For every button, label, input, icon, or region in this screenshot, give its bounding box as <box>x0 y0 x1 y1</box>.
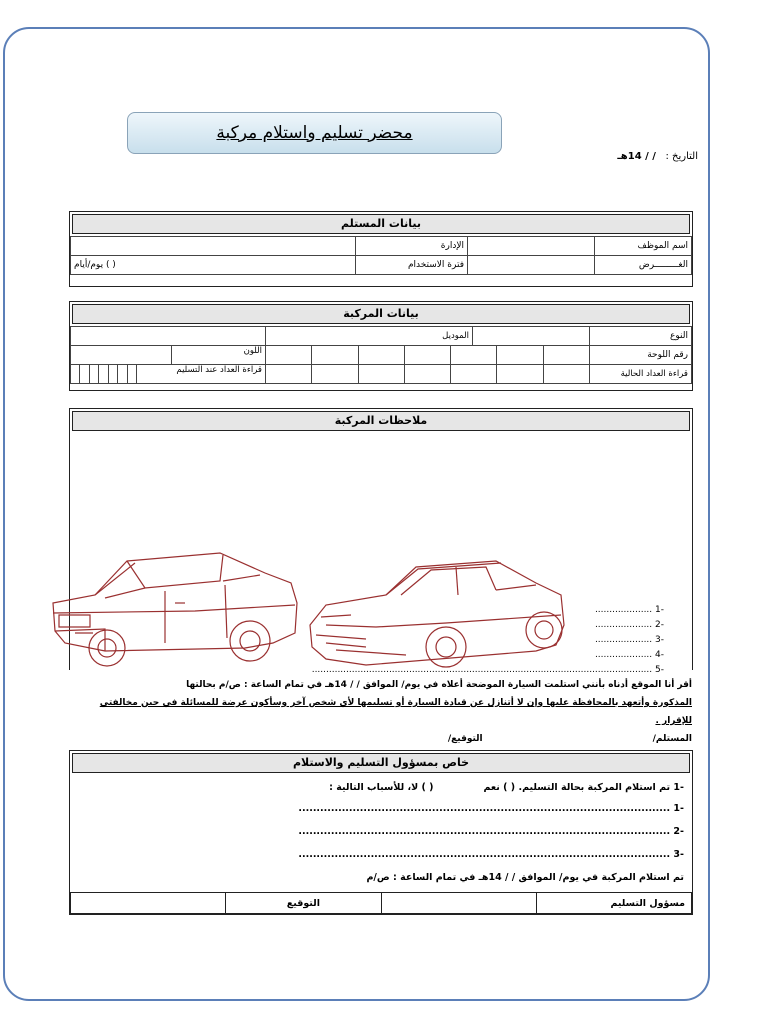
purpose-field[interactable] <box>468 256 595 275</box>
delivery-odometer-label: قراءة العداد عند التسليم <box>136 365 265 383</box>
note-line[interactable]: -5 ....................................................................................................................... <box>311 665 664 675</box>
purpose-label: الغـــــــــرض <box>595 256 692 275</box>
received-datetime-line: تم استلام المركبة في يوم/ الموافق / / 14هـ في تمام الساعة : ص/م <box>366 872 684 883</box>
acknowledgement-line-1: أقر أنا الموقع أدناه بأنني استلمت السيارة الموضحة أعلاه في يوم/ الموافق / / 14هـ في تمام الساعة : ص/م بحالتها <box>186 680 692 690</box>
notes-list <box>312 603 664 678</box>
receiver-section <box>69 211 693 287</box>
document-title-box <box>127 112 502 154</box>
delivery-odometer-field[interactable] <box>71 365 136 383</box>
vehicle-table <box>70 326 692 384</box>
date-value: / / 14هـ <box>617 151 656 162</box>
acknowledgement-line-2: المذكورة وأتعهد بالمحافظة عليها وإن لا أتنازل عن قيادة السيارة أو تسليمها لأي شخص آخر وسأكون عرضة للمسائلة في حين مخالفتي للإقرار . <box>99 698 692 726</box>
usage-period-label: فترة الاستخدام <box>356 256 468 275</box>
current-odometer-label: قراءة العداد الحالية <box>590 365 692 384</box>
note-line[interactable]: -3 .................... <box>594 635 664 645</box>
type-field[interactable] <box>473 327 590 346</box>
reason-line[interactable]: -3 ....................................................................................................... <box>298 849 684 860</box>
delivery-officer-field[interactable] <box>381 893 536 914</box>
employee-name-label: اسم الموظف <box>595 237 692 256</box>
plate-field[interactable] <box>266 346 590 365</box>
delivery-officer-label: مسؤول التسليم <box>536 893 691 914</box>
notes-section <box>69 408 693 675</box>
model-field[interactable] <box>71 327 266 346</box>
current-odometer-field[interactable] <box>266 365 590 384</box>
type-label: النوع <box>590 327 692 346</box>
date-label: التاريخ : <box>665 151 698 162</box>
reasons-label: ( ) لا، للأسباب التالية : <box>329 782 434 793</box>
color-field[interactable] <box>71 346 171 364</box>
receiver-signature-label: المستلم/ <box>652 734 692 744</box>
note-line[interactable]: -2 .................... <box>594 620 664 630</box>
responsible-section-header: خاص بمسؤول التسليم والاستلام <box>72 753 690 773</box>
notes-body <box>70 433 692 683</box>
note-line[interactable]: -4 .................... <box>594 650 664 660</box>
department-field[interactable] <box>71 237 356 256</box>
car-rear-diagram <box>45 543 305 678</box>
signature-label: التوقيع/ <box>447 734 483 744</box>
date-line <box>578 151 698 162</box>
receiver-table <box>70 236 692 275</box>
officer-signature-field[interactable] <box>71 893 226 914</box>
acknowledgement-block <box>72 676 692 748</box>
model-label: الموديل <box>266 327 473 346</box>
document-title: محضر تسليم واستلام مركبة <box>216 123 413 143</box>
responsible-body <box>70 775 692 893</box>
officer-signature-label: التوقيع <box>226 893 381 914</box>
reason-line[interactable]: -1 ....................................................................................................... <box>298 803 684 814</box>
usage-period-unit: ( ) يوم/أيام <box>71 256 356 275</box>
plate-label: رقم اللوحة <box>590 346 692 365</box>
received-status-line: -1 تم استلام المركبة بحالة التسليم. ( ) نعم <box>483 782 684 793</box>
vehicle-section <box>69 301 693 391</box>
employee-name-field[interactable] <box>468 237 595 256</box>
note-line[interactable]: -1 .................... <box>594 605 664 615</box>
receiver-section-header: بيانات المستلم <box>72 214 690 234</box>
signature-table <box>70 892 692 914</box>
vehicle-section-header: بيانات المركبة <box>72 304 690 324</box>
reason-line[interactable]: -2 ....................................................................................................... <box>298 826 684 837</box>
responsible-section <box>69 750 693 915</box>
color-label: اللون <box>171 346 265 364</box>
department-label: الإدارة <box>356 237 468 256</box>
notes-section-header: ملاحظات المركبة <box>72 411 690 431</box>
